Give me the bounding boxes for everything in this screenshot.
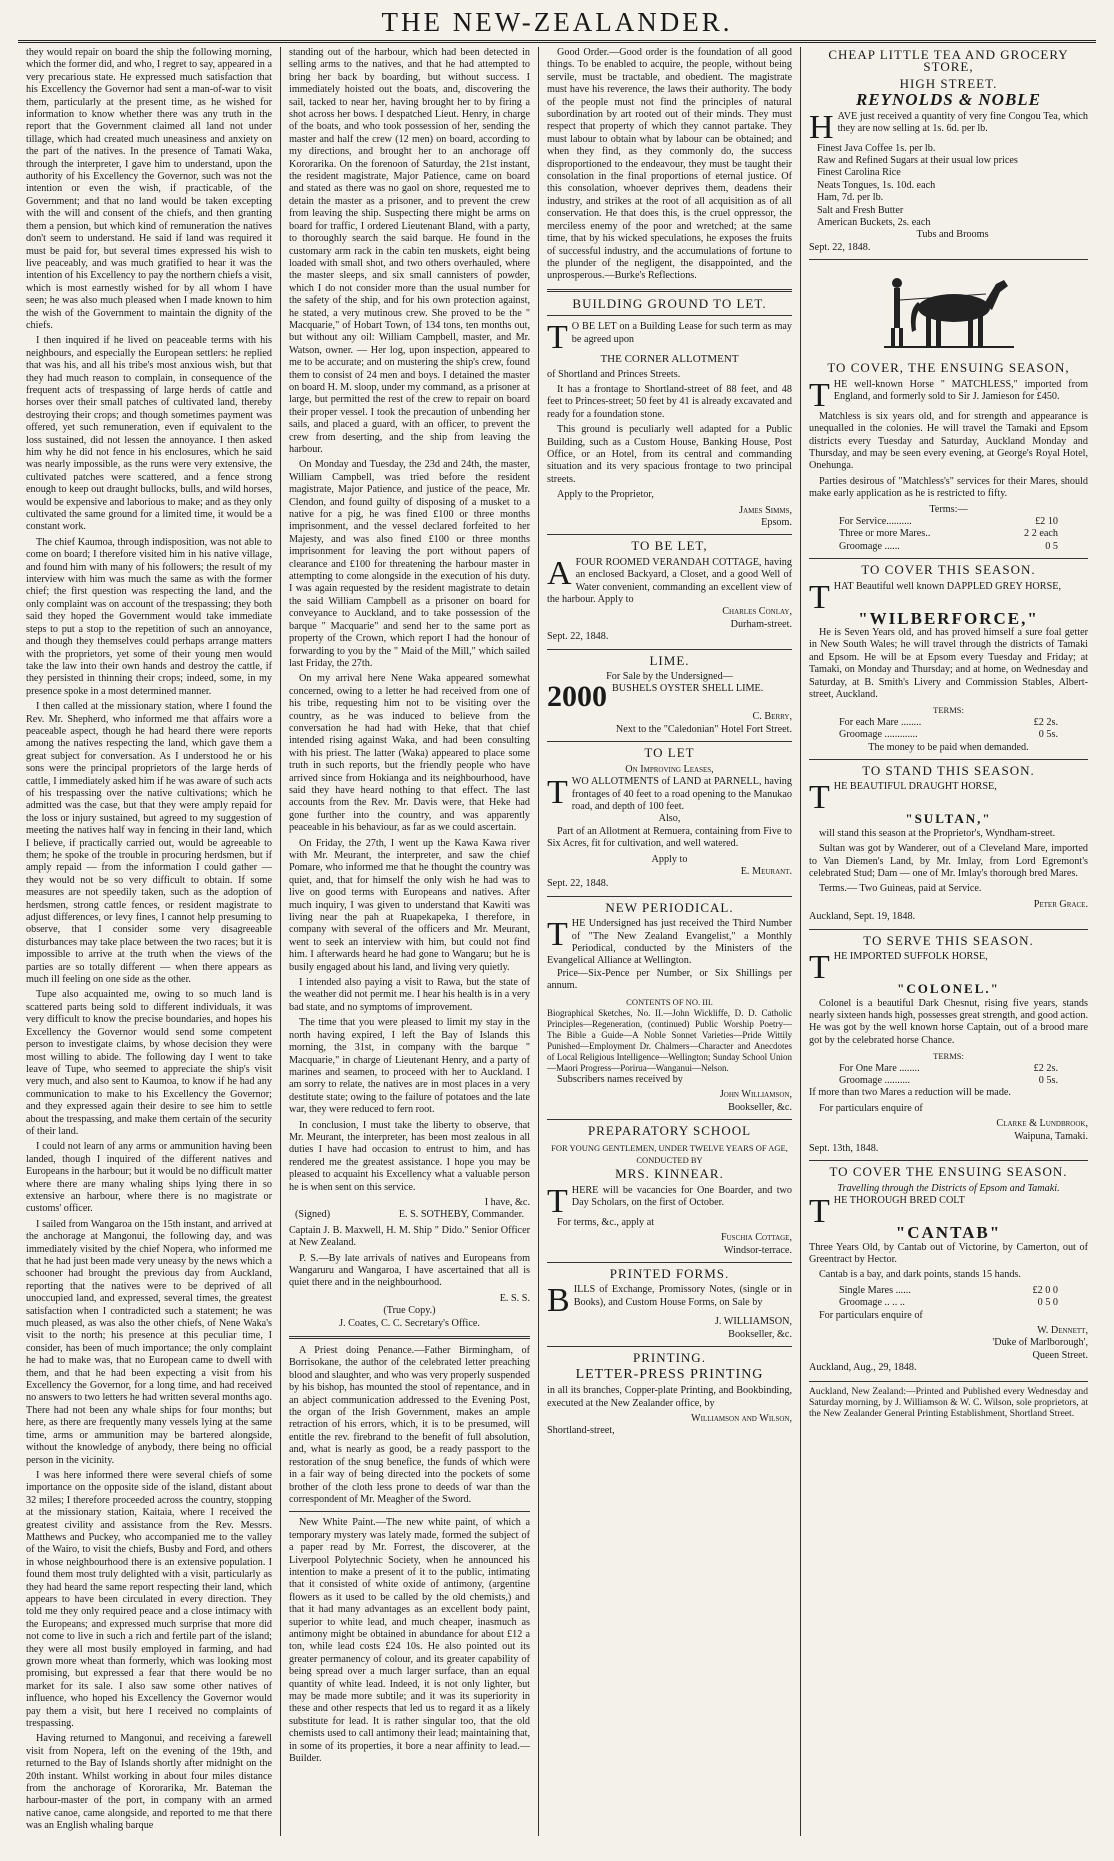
article-paragraph: Having returned to Mangonui, and receiving a farewell visit from Nopera, left on the evening of the 19th, and returned to the Bay of Islands shortly after midnight on the 20th instant. Whilst working in about four miles distance from the anchorage of Kororarika, Mr. Bateman the harbour-master of the port, in company with an armed native canoe, came alongside, and reported to me that there was an English whaling barque bbox=[26, 1733, 272, 1832]
price-value: £2 0 0 bbox=[1032, 1284, 1058, 1296]
drop-cap: T bbox=[809, 376, 830, 414]
price-label: For One Mare ........ bbox=[839, 1062, 920, 1074]
colonel-terms: TERMS: bbox=[933, 1051, 964, 1062]
building-ad-text: O BE LET on a Building Lease for such term as may be agreed upon bbox=[571, 321, 792, 345]
drop-cap: T bbox=[547, 774, 568, 812]
article-paragraph: The chief Kaumoa, through indisposition, was not able to come on board; I therefore visited him in his native village, and found him with many of his followers; the result of my interview with him was much the same as with the former chief; the first question was respecting the land, and the only complaint was on account of the trespassing; they both said they hoped the Government would take immediate steps to put a stop to the repetition of such an annoyance, and though they themselves could perhaps arrange matters with the proprietors, yet some of their young men would take the law into their own hands and destroy the cattle, if they persisted in thinning their crops; indeed, some, in my presence spoke in a most determined manner. bbox=[26, 536, 272, 697]
sultan-name: "SULTAN," bbox=[905, 811, 992, 827]
masthead: THE NEW-ZEALANDER. bbox=[381, 7, 733, 37]
tolet2-title: TO LET bbox=[644, 745, 695, 761]
tea-item: Salt and Fresh Butter bbox=[817, 204, 904, 216]
lime-title: LIME. bbox=[649, 652, 690, 668]
lime-signature-place: Next to the "Caledonian" Hotel Fort Street. bbox=[615, 723, 792, 735]
drop-cap: B bbox=[547, 1282, 570, 1320]
tea-items bbox=[809, 143, 1088, 242]
colonel-body-wrap bbox=[809, 949, 1088, 987]
closing: I have, &c. bbox=[484, 1196, 530, 1208]
divider bbox=[547, 1119, 792, 1120]
divider bbox=[547, 315, 792, 316]
horse-illustration bbox=[874, 266, 1024, 356]
wilberforce-name: "WILBERFORCE," bbox=[858, 608, 1039, 628]
price-value: £2 10 bbox=[1035, 515, 1058, 527]
tolet-signature: Charles Conlay, bbox=[722, 606, 792, 618]
wilberforce-body-wrap bbox=[809, 578, 1088, 616]
price-label: Groomage .......... bbox=[839, 1074, 911, 1086]
tea-item: Raw and Refined Sugars at their usual low prices bbox=[817, 155, 1018, 167]
price-label: Three or more Mares.. bbox=[839, 528, 931, 540]
price-row bbox=[809, 516, 1088, 528]
price-label: Single Mares ...... bbox=[839, 1284, 911, 1296]
sultan-terms: Terms.— Two Guineas, paid at Service. bbox=[819, 883, 982, 895]
cantab-date: Auckland, Aug., 29, 1848. bbox=[809, 1362, 917, 1374]
building-ad-title: BUILDING GROUND TO LET. bbox=[572, 295, 767, 311]
colonel-name: "COLONEL." bbox=[897, 981, 1000, 997]
article-paragraph: I could not learn of any arms or ammunition having been landed, though I inquired of the different natives and Europeans in the harbour; but it would be no difficult matter where there are many whaling ships lying there in so extensive an harbour, where there is no magistrate or customs' officer. bbox=[26, 1141, 272, 1215]
paint-article: New White Paint.—The new white paint, of which a temporary mystery was lately made, formed the subject of a paper read by Mr. Forrest, the discoverer, at the Liverpool Polytechnic Society, when he announced his intention to make a present of it to the public, intimating that it consisted of white oxide of antimony, (argentine flowers as it used to be called by the old chemists,) and that it had many advantages as an excellent body paint, superior to white lead, and much cheaper, inasmuch as antimony might be obtained in abundance for about £12 a ton, while lead costs £24 10s. He also pointed out its greater permanency of colour, and its greater capability of being spread over a much larger surface, than an equal quantity of white lead. Indeed, it is not only lighter, but may be made more subtile; and it was its superiority in these and other respects that led us to regard it as a likely substitute for lead. It is rather singular too, that the old chemists used to call antimony their lead; maintaining that, in some of its properties, it bore a near affinity to lead.—Builder. bbox=[289, 1517, 530, 1765]
cantab-signature-place: 'Duke of Marlborough', bbox=[992, 1337, 1088, 1349]
periodical-body-wrap bbox=[547, 918, 792, 968]
school-name: MRS. KINNEAR. bbox=[615, 1166, 724, 1182]
cantab-name: "CANTAB" bbox=[895, 1223, 1002, 1243]
price-row bbox=[809, 717, 1088, 729]
divider bbox=[547, 289, 792, 292]
forms-body: ILLS of Exchange, Promissory Notes, (single or in Books), and Custom House Forms, on Sale by bbox=[573, 1284, 792, 1308]
colonel-body3: If more than two Mares a reduction will be made. bbox=[809, 1087, 1011, 1099]
article-paragraph: Tupe also acquainted me, owing to so much land is scattered parts being sold to different individuals, it was very difficult to know the precise boundaries, and hopes his Excellency the Governor would send some competent person to investigate claims, by whose decision they were most willing to abide. The following day I went to take leave of Tupe, who seemed to appreciate the ship's visit very much, and also sent to Kaumoa, to know if he had any communication to make to his Excellency the Governor; and they expressed again their desire to see him to settle about the trespassing, and make them certain of the security of their land. bbox=[26, 989, 272, 1137]
divider bbox=[289, 1336, 530, 1339]
tolet-date: Sept. 22, 1848. bbox=[547, 631, 609, 643]
drop-cap: T bbox=[547, 916, 568, 954]
forms-title: PRINTED FORMS. bbox=[609, 1266, 730, 1282]
tolet-body-wrap bbox=[547, 554, 792, 607]
building-ad-text: of Shortland and Princes Streets. bbox=[547, 368, 681, 380]
colonel-date: Sept. 13th, 1848. bbox=[809, 1142, 879, 1154]
school-sub: FOR YOUNG GENTLEMEN, UNDER TWELVE YEARS OF AGE, CONDUCTED BY bbox=[551, 1142, 788, 1166]
article-paragraph: I was here informed there were several chiefs of some importance on the opposite side of the island, distant about 32 miles; I therefore proceeded across the country, stopping at the missionary station, Kaitaia, where I received the greatest civility and assistance from the Rev. Messrs. Matthews and Puckey, who accompanied me to the valley of the Wairo, to visit the chiefs, Busby and Ford, and others in whose neighbourhood there is an extensive population. I found them most truly delighted with a visit, particularly as they had heard the same report respecting their land, which appears to have been circulated in every direction. They told me they only required peace and a close intimacy with the Europeans; and expressed much surprise that more did not come to live in such a rich and fertile part of the island; they were all most busily employed in farming, and had grown more wheat than formerly, which was looking most promising, but expressed a fear that there would be no market for its sale. I also saw some other natives of influence, who hoped his Excellency the Governor would pay them a visit, but here I received no complaints of trespassing. bbox=[26, 1469, 272, 1730]
price-value: 0 5 0 bbox=[1037, 1297, 1058, 1309]
colonel-body2: Colonel is a beautiful Dark Chesnut, rising five years, stands nearly sixteen hands high, possesses great strength, and good action. He was got by the well known horse Captain, out of a brood mare got by the celebrated horse Chance. bbox=[809, 997, 1088, 1046]
tolet-signature-place: Durham-street. bbox=[730, 618, 792, 630]
wilberforce-money: The money to be paid when demanded. bbox=[868, 741, 1029, 753]
signed-label: (Signed) bbox=[295, 1209, 331, 1221]
school-terms: For terms, &c., apply at bbox=[557, 1216, 655, 1228]
article-paragraph: On my arrival here Nene Waka appeared somewhat concerned, owing to a letter he had received from one of his tribe, requesting him not to be visiting over the country, as he was induced to believe from the conversation he had had with Heke, that that chief intended rising against Waka, and had been consulting with his priest. The latter (Waka) appeared to place some truth in such reports, but the friendly people who have arrived since from Hokianga and its neighbourhood, have said they have heard nothing to that effect. The last accounts from the Rev. Mr. Davis were, that Heke had gone further into the country, and was apparently peaceable in his behaviour, as far as we could ascertain. bbox=[289, 673, 530, 834]
printing-signature: Williamson and Wilson, bbox=[691, 1412, 792, 1424]
forms-signature-role: Bookseller, &c. bbox=[728, 1328, 792, 1340]
wilberforce-title: TO COVER THIS SEASON. bbox=[861, 562, 1036, 578]
article-paragraph: The time that you were pleased to limit my stay in the north having expired, I left the Bay of Islands this morning, the 31st, in company with the barque " Macquarie," in charge of Lieutenant Henry, and a party of marines and seamen, to proceed with her to Auckland. I am sorry to relate, the natives are in most places in a very destitute state; owing to the failure of potatoes and the late war, they were reduced to fern root. bbox=[289, 1017, 530, 1116]
lime-sub: For Sale by the Undersigned— bbox=[606, 671, 733, 683]
drop-cap: A bbox=[547, 554, 572, 592]
colonel-signature-place: Waipuna, Tamaki. bbox=[1014, 1130, 1088, 1142]
subscribers: Subscribers names received by bbox=[557, 1074, 683, 1085]
wilberforce-terms: TERMS: bbox=[933, 705, 964, 716]
tea-firm: REYNOLDS & NOBLE bbox=[855, 90, 1042, 110]
school-title: PREPARATORY SCHOOL bbox=[587, 1123, 752, 1139]
building-ad-text: It has a frontage to Shortland-street of 88 feet, and 48 feet to Princes-street; 50 feet by 41 is already excavated and ready for a foundation stone. bbox=[547, 383, 792, 420]
matchless-body2: Matchless is six years old, and for strength and appearance is unequalled in the colonies. He will travel the Tamaki and Epsom districts every Tuesday and Saturday, Auckland Monday and Thursday, and may be seen every evening, at George's Royal Hotel, Onehunga. bbox=[809, 410, 1088, 472]
divider bbox=[547, 649, 792, 650]
tea-item: Ham, 7d. per lb. bbox=[817, 192, 884, 204]
divider bbox=[289, 1511, 530, 1512]
building-ad-text: Apply to the Proprietor, bbox=[557, 489, 654, 501]
drop-cap: T bbox=[547, 319, 568, 357]
colonel-particulars: For particulars enquire of bbox=[819, 1102, 923, 1114]
subscribers-signature-role: Bookseller, &c. bbox=[728, 1101, 792, 1113]
lime-body: BUSHELS OYSTER SHELL LIME. bbox=[612, 683, 764, 695]
price-value: 0 5 bbox=[1045, 540, 1058, 552]
cantab-body2: Three Years Old, by Cantab out of Victorine, by Camerton, out of Greentract by Hector. bbox=[809, 1241, 1088, 1265]
divider bbox=[547, 741, 792, 742]
sultan-body: HE BEAUTIFUL DRAUGHT HORSE, bbox=[833, 781, 997, 793]
price-row bbox=[809, 1075, 1088, 1087]
building-corner: THE CORNER ALLOTMENT bbox=[600, 353, 739, 366]
tea-body-wrap bbox=[809, 108, 1088, 146]
drop-cap: T bbox=[809, 578, 830, 616]
divider bbox=[809, 759, 1088, 760]
building-signature: James Simms, bbox=[739, 504, 792, 516]
cantab-body3: Cantab is a bay, and dark points, stands 15 hands. bbox=[819, 1269, 1021, 1281]
cantab-signature: W. Dennett, bbox=[1037, 1325, 1088, 1337]
divider bbox=[547, 534, 792, 535]
sultan-body-wrap bbox=[809, 779, 1088, 817]
article-paragraph: standing out of the harbour, which had been detected in selling arms to the natives, and that he had attempted to bring her back by boarding, but without success. I immediately hoisted out the boats, and, discovering the sail, tacked to near her, having brought her to by firing a shot across her bows. I despatched Lieut. Henry, in charge of the boats, and who took possession of her, sending the master and half the crew (12 men) on board, according to my directions, and brought her to an anchorage off Kororarika. On the forenoon of Saturday, the 21st instant, the resident magistrate, Major Patience, came on board and stated as there was no gaol on shore, requested me to detain the master as a prisoner, and to prevent the crew from leaving the ship. Suspecting there might be arms on board for traffic, I ordered Lieutenant Bland, with a party, to thoroughly search the said barque. He found in the customary arm rack in the cabin ten muskets, eight being loaded with small shot, and two others overhauled, where the master sleeps, and six small cannisters of powder, which I do not consider more than the usual number for the safety of the ship, and for his own protection against, he stated, a very mutinous crew. She proved to be the " Macquarie," of Hobart Town, of 134 tons, ten months out, but without any oil: William Campbell, master, and Mr. Watson, owner. — Her log, upon inspection, appeared to me to be accurate; and on mustering the ship's crew, found them to consist of 24 men and boys. I detained the master on board H. M. sloop, under my command, as a prisoner at large, but permitted the rest of the crew to repair on board their proper vessel. I took the precaution of unbending her sails, and placed a guard, with an officer, to prevent the crew from deserting, and the ship from leaving the harbour. bbox=[289, 47, 530, 455]
divider bbox=[809, 1160, 1088, 1161]
good-order-article: Good Order.—Good order is the foundation of all good things. To be enabled to acquire, the people, without being servile, must be tractable, and obedient. The magistrate must have his reverence, the laws their authority. The body of the people must not find the principles of natural subordination by art rooted out of their minds. They must respect that property of which they cannot partake. They must labour to obtain what by labour can be obtained; and when they find, as they commonly do, the success disproportioned to the endeavour, they must be taught their consolation in the final proportions of eternal justice. Of this consolation, whoever deprives them, deadens their industry, and strikes at the root of all acquisition as of all conservation. He that does this, is the cruel oppressor, the merciless enemy of the poor and wretched; at the same time, that by his wicked speculations, he exposes the fruits of successful industry, and the accumulations of fortune to the plunder of the negligent, the disappointed, and the unprosperous.—Burke's Reflections. bbox=[547, 47, 792, 282]
tolet2-apply: Apply to bbox=[651, 853, 688, 865]
sultan-body3: Sultan was got by Wanderer, out of a Cleveland Mare, imported to Van Diemen's Land, by Mr. Imlay, from Lord Egremont's celebrated Stud; Dam — one of Mr. Imlay's thorough bred Mares. bbox=[809, 843, 1088, 880]
masthead-rule bbox=[18, 40, 1096, 43]
divider bbox=[547, 896, 792, 897]
tea-item: Finest Carolina Rice bbox=[817, 167, 901, 179]
matchless-title: TO COVER, THE ENSUING SEASON, bbox=[827, 360, 1070, 376]
periodical-price: Price—Six-Pence per Number, or Six Shillings per annum. bbox=[547, 967, 792, 992]
price-label: Groomage ...... bbox=[839, 540, 900, 552]
building-signature-place: Epsom. bbox=[761, 517, 792, 528]
cantab-particulars: For particulars enquire of bbox=[819, 1309, 923, 1321]
wilberforce-body: HAT Beautiful well known DAPPLED GREY HORSE, bbox=[833, 580, 1062, 592]
true-copy-signature: J. Coates, C. C. Secretary's Office. bbox=[339, 1317, 480, 1329]
addressee: Captain J. B. Maxwell, H. M. Ship " Dido." Senior Officer at New Zealand. bbox=[289, 1224, 530, 1249]
contents-list: Biographical Sketches, No. II.—John Wickliffe, D. D. Catholic Principles—Regeneration, (continued) Public Worship Poetry—The Bible a Guide—A Noble Sonnet Varieties—Pride Wittily Punished—Employment Dr. Chalmers—Character and Anecdotes of Local Religious Intelligence—Wellington; Sunday School Union—Maori Progress—Porirua—Wanganui—Nelson. bbox=[547, 1008, 792, 1073]
imprint: Auckland, New Zealand:—Printed and Published every Wednesday and Saturday morning, by J. Williamson & W. C. Wilson, sole proprietors, at the New Zealander General Printing Establishment, Shortland Street. bbox=[809, 1381, 1088, 1420]
penance-article: A Priest doing Penance.—Father Birmingham, of Borrisokane, the author of the celebrated letter preaching blood and slaughter, and who was very properly suspended by his bishop, has mounted the stool of repentance, and in an abject communication addressed to the Evening Post, the organ of the Irish Government, makes an ample retraction of his errors, which, it is to be presumed, will entitle the rev. firebrand to the benefit of full absolution, and, what is nearly as good, be a ready passport to the restoration of the snug benefice, the funds of which were in a fair way of being directed into the pockets of some brother of the cloth less prone to deeds of war than the correspondent of Mr. Meagher of the Sword. bbox=[289, 1345, 530, 1505]
price-row bbox=[809, 1063, 1088, 1075]
matchless-body-wrap bbox=[809, 376, 1088, 414]
cantab-body-wrap bbox=[809, 1193, 1088, 1231]
tea-item: Neats Tongues, 1s. 10d. each bbox=[817, 179, 936, 191]
printing-title: PRINTING. bbox=[633, 1350, 706, 1366]
drop-cap: T bbox=[547, 1182, 568, 1220]
contents-title: CONTENTS OF NO. III. bbox=[626, 996, 713, 1007]
article-paragraph: On Friday, the 27th, I went up the Kawa Kawa river with Mr. Meurant, the interpreter, and saw the chief Pomare, who informed me that he thought the country was quiet, and, that for himself the only wish he had was to live on good terms with Europeans and natives. After much inquiry, I was given to understand that Kawiti was living near the pah at Ruapekapeka, I therefore, in company with several of the officers and Mr. Meurant, went to seek an interview with him, but could not find him. I afterwards heard he had gone to Wangaru; but he is busily engaged about his land, and living very quietly. bbox=[289, 837, 530, 973]
periodical-body: HE Undersigned has just received the Third Number of "The New Zealand Evangelist," a Monthly Periodical, conducted by the Ministers of the Evangelical Alliance at Wellington. bbox=[547, 918, 792, 967]
sultan-body2: will stand this season at the Proprietor's, Wyndham-street. bbox=[819, 827, 1056, 839]
price-label: For Service.......... bbox=[839, 515, 912, 527]
article-paragraph: I then called at the missionary station, where I found the Rev. Mr. Shepherd, who informed me that affairs wore a peaceable aspect, though he had heard there were reports among the natives respecting the land, which gave them a great subject for conversation. As I understood he or his sons were the principal proprietors of the large herds of cattle, I immediately asked him if he was aware of such acts of his trespassing over the native cultivations; which he admitted was the case, but that they were amply repaid for the loss or injury sustained, but agreed to my suggestion of meeting the natives half way in fencing in their land, which I believe, if practically carried out, would be agreeable to them; he spoke of the trouble in procuring herdsmen, but if amply repaid — from the information I could gather — they would not be so very difficult to obtain. If some measures are not speedily taken, such as the adoption of herdsmen, strong cattle fences, or resident magistrate to adjust differences, or levy fines, I cannot help presuming to observe, that I consider some very disagreeable disturbances may take place between the two races; but it is impossible to arrive at the truth when the views of the parties are so totally different — when there appears as much ill feeling on one side as the other. bbox=[26, 701, 272, 986]
price-row bbox=[809, 528, 1088, 540]
cantab-body: HE THOROUGH BRED COLT bbox=[833, 1195, 965, 1207]
sultan-date: Auckland, Sept. 19, 1848. bbox=[809, 911, 916, 923]
colonel-signature: Clarke & Lundbrook, bbox=[996, 1118, 1088, 1130]
article-paragraph: I sailed from Wangaroa on the 15th instant, and arrived at the anchorage at Mangonui, the following day, and was immediately visited by the chief Nopera, who informed me that he had just been made very uneasy by the news which a schooner had brought the previous day from Auckland, reporting that the natives were to be deprived of all unoccupied land, and expressed, several times, the greatest satisfaction when I contradicted such a statement; he was much pleased, as was also the other chiefs, of Nene Waka's visit to the north; his presence at this peculiar time, I consider, has been of much importance; the only complaint he had to make was, that no European came to dwell with them, and that he had been expecting a visit from his Excellency the Governor, for a long time, and had received no answers to two letters he had written several months ago. There had not been any whale ships for four months; but here, as there are frequently many vessels lying at the same time, arms or ammunition may be bartered alongside, without the knowledge of anybody, there being no official person in the vicinity. bbox=[26, 1218, 272, 1466]
cantab-title: TO COVER THE ENSUING SEASON. bbox=[829, 1164, 1068, 1180]
school-body: HERE will be vacancies for One Boarder, and two Day Scholars, on the first of October. bbox=[571, 1184, 792, 1209]
building-ad-body bbox=[547, 319, 792, 357]
tolet2-signature: E. Meurant. bbox=[740, 865, 792, 877]
divider bbox=[809, 929, 1088, 930]
lime-body-wrap bbox=[547, 680, 792, 714]
wilberforce-body2: He is Seven Years old, and has proved himself a sure foal getter in New South Wales; he will travel through the districts of Tamaki and Epsom. He will be at Epsom every Tuesday and Friday; at Tamaki, on Monday and Thursday; and at home, on Wednesday and Saturday, at B. Smith's Livery and Commission Stables, Albert-street, Auckland. bbox=[809, 626, 1088, 700]
sultan-signature: Peter Grace. bbox=[1033, 898, 1088, 910]
tolet-body: FOUR ROOMED VERANDAH COTTAGE, having an enclosed Backyard, a Closet, and a good Well of Water convenient, commanding an excellent view of the harbour. Apply to bbox=[547, 556, 792, 606]
price-value: 2 2 each bbox=[1024, 528, 1058, 540]
cantab-sub: Travelling through the Districts of Epsom and Tamaki. bbox=[837, 1182, 1060, 1194]
price-label: Groomage ............. bbox=[839, 729, 918, 741]
subscribers-signature: John Williamson, bbox=[719, 1089, 792, 1101]
matchless-body3: Parties desirous of "Matchless's" services for their Mares, should make early application as he is restricted to fifty. bbox=[809, 475, 1088, 500]
article-paragraph: On Monday and Tuesday, the 23d and 24th, the master, William Campbell, was tried before the resident magistrate, Major Patience, and justice of the peace, Mr. Clendon, and found guilty of disposing of a musket to a native for a pig, he was fined £100 or three months imprisonment, and the vessel declared forfeited to her Majesty, and was also fined £100 or three months imprisonment for leaving the port without papers of clearance and £100 for threatening the harbour master in attempting to come alongside in the execution of his duty. I was again requested by the resident magistrate to detain the said William Campbell as a prisoner on board for conveyance to Auckland, and to take possession of the barque " Macquarie" and send her to the same port as property of the Crown, which report I had the honour of forwarding to you by the " Maid of the Mill," which sailed last Friday, the 27th. bbox=[289, 459, 530, 669]
true-copy: (True Copy.) bbox=[383, 1305, 436, 1317]
tea-item: Tubs and Brooms bbox=[916, 229, 989, 241]
cantab-signature-street: Queen Street. bbox=[1032, 1349, 1088, 1361]
price-label: Groomage .. .. .. bbox=[839, 1297, 905, 1309]
school-signature: Fuschia Cottage, bbox=[720, 1232, 792, 1244]
tea-street: HIGH STREET. bbox=[899, 75, 998, 91]
divider bbox=[547, 1346, 792, 1347]
tea-date: Sept. 22, 1848. bbox=[809, 241, 871, 253]
tea-item: Finest Java Coffee 1s. per lb. bbox=[817, 142, 936, 154]
column-1 bbox=[18, 47, 280, 1836]
periodical-title: NEW PERIODICAL. bbox=[605, 899, 734, 915]
price-label: For each Mare ........ bbox=[839, 716, 922, 728]
tea-item: American Buckets, 2s. each bbox=[817, 217, 931, 229]
school-signature-place: Windsor-terrace. bbox=[723, 1244, 792, 1256]
tolet2-body2: Part of an Allotment at Remuera, containing from Five to Six Acres, fit for cultivation, and well watered. bbox=[547, 825, 792, 850]
signed-name: E. S. SOTHEBY, Commander. bbox=[398, 1209, 524, 1221]
drop-cap: T bbox=[809, 949, 830, 987]
drop-cap: T bbox=[809, 1193, 830, 1231]
printing-signature-place: Shortland-street, bbox=[547, 1425, 615, 1437]
tea-title: CHEAP LITTLE TEA AND GROCERY STORE, bbox=[828, 47, 1069, 75]
column-2 bbox=[280, 47, 538, 1836]
school-body-wrap bbox=[547, 1182, 792, 1220]
divider bbox=[809, 558, 1088, 559]
tolet2-body-wrap bbox=[547, 776, 792, 813]
building-ad-text: This ground is peculiarly well adapted for a Public Building, such as a Custom House, Banking House, Post Office, or an Hotel, from its central and commanding situation and its very spacious frontage to two principal streets. bbox=[547, 424, 792, 485]
columns bbox=[18, 47, 1096, 1836]
column-4 bbox=[800, 47, 1096, 1836]
printing-body: in all its branches, Copper-plate Printing, and Bookbinding, executed at the New Zealander office, by bbox=[547, 1385, 792, 1409]
divider bbox=[809, 259, 1088, 260]
drop-cap: H bbox=[809, 108, 834, 146]
postscript: P. S.—By late arrivals of natives and Europeans from Wangaruru and Wangaroa, I have ascertained that all is quiet there and in the neighbourhood. bbox=[289, 1252, 530, 1289]
tolet2-body: WO ALLOTMENTS of LAND at PARNELL, having frontages of 40 feet to a road opening to the Manukao road, and depth of 100 feet. bbox=[571, 776, 792, 812]
matchless-terms: Terms:— bbox=[929, 503, 968, 515]
price-row bbox=[809, 541, 1088, 553]
lime-quantity: 2000 bbox=[547, 680, 607, 714]
sultan-title: TO STAND THIS SEASON. bbox=[862, 763, 1035, 779]
drop-cap: T bbox=[809, 779, 830, 817]
price-value: £2 2s. bbox=[1033, 716, 1058, 728]
divider bbox=[547, 1262, 792, 1263]
ps-initials: E. S. S. bbox=[499, 1292, 530, 1304]
tolet-title: TO BE LET, bbox=[631, 538, 708, 554]
colonel-title: TO SERVE THIS SEASON. bbox=[863, 932, 1034, 948]
price-value: £2 2s. bbox=[1033, 1062, 1058, 1074]
price-value: 0 5s. bbox=[1038, 729, 1058, 741]
forms-body-wrap bbox=[547, 1282, 792, 1320]
price-value: 0 5s. bbox=[1038, 1074, 1058, 1086]
tolet2-date: Sept. 22, 1848. bbox=[547, 878, 609, 890]
column-3 bbox=[538, 47, 800, 1836]
article-paragraph: I then inquired if he lived on peaceable terms with his neighbours, and especially the European settlers: he replied that was his, and all his tribe's most anxious wish, but that they had much reason to complain, in consequence of the frequent acts of trespassing of large herds of cattle and horses over their small patches of cultivated land, thereby destroying their crops; and though sometimes payment was offered, yet such remuneration, even if equivalent to the loss sustained, did not lessen the annoyance. I then asked him why he did not fence in his enclosures, which he said was nearly impossible, as the runs were very extensive, the cultivated patches were scattered, and a fence strong enough to keep out draught bullocks, bulls, and wild horses, would be expensive and laborious to make; and as they only cultivated the same ground for a limited time, it would be a constant work. bbox=[26, 335, 272, 533]
article-paragraph: In conclusion, I must take the liberty to observe, that Mr. Meurant, the interpreter, has been most zealous in all duties I have had occasion to entrust to him, and has rendered me the greatest assistance. I hope you may be pleased to acquaint his Excellency what a valuable person he is when sent on this service. bbox=[289, 1119, 530, 1193]
signature-line bbox=[289, 1209, 530, 1221]
price-row bbox=[809, 729, 1088, 741]
article-paragraph: they would repair on board the ship the following morning, which the former did, and who, I regret to say, appeared in a very precarious state. He expressed much satisfaction that his Excellency the Governor had sent a man-of-war to visit them, particularly at the present time, as he wished for information to know whether there was any truth in the report that the Government claimed all land not under tillage, which had created much uneasiness and anxiety on the part of the natives. In the presence of Tamati Waka, through the interpreter, I gave him to understand, upon the authority of his Excellency the Governor, such was not the intention or even the wish, if practicable, of the Government; and that no land would be taken excepting with the will and consent of the chiefs, and then granting them a pension, but which kind of remuneration the natives don't seem to understand. He said if land was required it must be paid for, but several times expressed his wish to live peaceably, and was much gratified to hear it was the intention of his Excellency to pay the northern chiefs a visit, which is most earnestly wished for by all whom I have seen; he was also much pleased when I made known to him the wish of the Government to maintain the dignity of the chiefs. bbox=[26, 47, 272, 331]
price-row bbox=[809, 1285, 1088, 1297]
tolet2-sub: On Improving Leases, bbox=[625, 763, 714, 775]
printing-head: LETTER-PRESS PRINTING bbox=[575, 1366, 764, 1382]
forms-signature: J. WILLIAMSON, bbox=[714, 1316, 792, 1328]
article-paragraph: I intended also paying a visit to Rawa, but the state of the weather did not permit me. I hear his health is in a very bad state, and no symptoms of improvement. bbox=[289, 977, 530, 1013]
matchless-body: HE well-known Horse " MATCHLESS," imported from England, and formerly sold to Sir J. Jamieson for £450. bbox=[833, 378, 1088, 403]
tolet2-also: Also, bbox=[658, 813, 681, 825]
price-row bbox=[809, 1297, 1088, 1309]
colonel-body: HE IMPORTED SUFFOLK HORSE, bbox=[833, 951, 988, 963]
tea-body: AVE just received a quantity of very fine Congou Tea, which they are now selling at 1s. 6d. per lb. bbox=[837, 110, 1088, 135]
lime-signature: C. Berry, bbox=[752, 711, 792, 723]
